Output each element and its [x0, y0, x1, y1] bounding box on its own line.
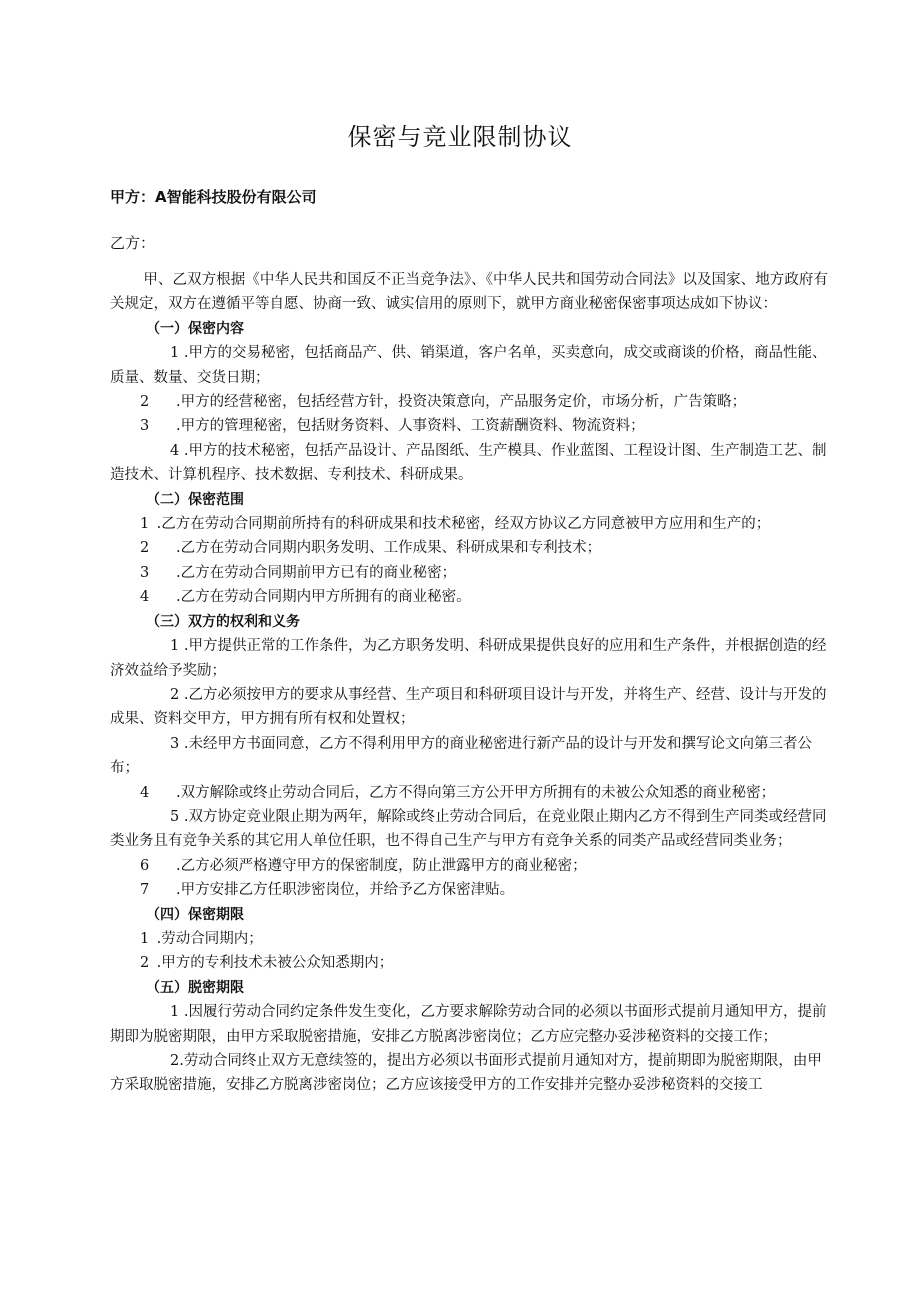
list-item: 1 .乙方在劳动合同期前所持有的科研成果和技术秘密，经双方协议乙方同意被甲方应用和生产的；	[140, 516, 771, 533]
list-item: 6 .乙方必须严格遵守甲方的保密制度，防止泄露甲方的商业秘密；	[140, 857, 587, 874]
section-heading: （三）双方的权利和义务	[146, 613, 300, 630]
list-item: 7 .甲方安排乙方任职涉密岗位，并给予乙方保密津贴。	[140, 882, 515, 899]
party-b: 乙方：	[110, 234, 156, 252]
agreement-body	[110, 268, 828, 1098]
intro-paragraph: 甲、乙双方根据《中华人民共和国反不正当竞争法》、《中华人民共和国劳动合同法》以及国家、地方政府有关规定，双方在遵循平等自愿、协商一致、诚实信用的原则下，就甲方商业秘密保密事项达成如下协议：	[110, 272, 828, 313]
list-item: 2 .甲方的专利技术未被公众知悉期内；	[140, 955, 394, 972]
list-item: 1 .因履行劳动合同约定条件发生变化，乙方要求解除劳动合同的必须以书面形式提前月通知甲方，提前期即为脱密期限，由甲方采取脱密措施，安排乙方脱离涉密岗位；乙方应完整办妥涉秘资料的交接工作；	[110, 1004, 827, 1045]
party-a: 甲方：A智能科技股份有限公司	[110, 188, 317, 206]
list-item: 2.劳动合同终止双方无意续签的，提出方必须以书面形式提前月通知对方，提前期即为脱密期限，由甲方采取脱密措施，安排乙方脱离涉密岗位；乙方应该接受甲方的工作安排并完整办妥涉秘资料的交接工	[110, 1053, 822, 1094]
list-item: 1 .劳动合同期内；	[140, 930, 263, 947]
list-item: 5 .双方协定竞业限止期为两年，解除或终止劳动合同后，在竞业限止期内乙方不得到生产同类或经营同类业务且有竞争关系的其它用人单位任职，也不得自己生产与甲方有竞争关系的同类产品或经营同类业务；	[110, 808, 827, 850]
list-item: 4 .乙方在劳动合同期内甲方所拥有的商业秘密。	[140, 589, 471, 606]
list-item: 4 .双方解除或终止劳动合同后，乙方不得向第三方公开甲方所拥有的未被公众知悉的商业秘密；	[140, 784, 776, 801]
list-item: 3 .未经甲方书面同意，乙方不得利用甲方的商业秘密进行新产品的设计与开发和撰写论文向第三者公布；	[110, 735, 812, 777]
document-title: 保密与竞业限制协议	[347, 123, 573, 151]
list-item: 1 .甲方的交易秘密，包括商品产、供、销渠道，客户名单，买卖意向，成交或商谈的价格，商品性能、质量、数量、交货日期；	[110, 345, 827, 386]
list-item: 2 .乙方在劳动合同期内职务发明、工作成果、科研成果和专利技术；	[140, 540, 602, 557]
section-heading: （五）脱密期限	[146, 979, 244, 996]
list-item: 2 .乙方必须按甲方的要求从事经营、生产项目和科研项目设计与开发，并将生产、经营、设计与开发的成果、资料交甲方，甲方拥有所有权和处置权；	[110, 686, 827, 728]
section-heading: （一）保密内容	[146, 320, 244, 337]
section-heading: （二）保密范围	[146, 491, 244, 508]
list-item: 3 .甲方的管理秘密，包括财务资料、人事资料、工资薪酬资料、物流资料；	[140, 418, 645, 435]
list-item: 1 .甲方提供正常的工作条件，为乙方职务发明、科研成果提供良好的应用和生产条件，并根据创造的经济效益给予奖励；	[110, 638, 827, 679]
list-item: 3 .乙方在劳动合同期前甲方已有的商业秘密；	[140, 564, 457, 581]
list-item: 4 .甲方的技术秘密，包括产品设计、产品图纸、生产模具、作业蓝图、工程设计图、生产制造工艺、制造技术、计算机程序、技术数据、专利技术、科研成果。	[110, 442, 827, 484]
list-item: 2 .甲方的经营秘密，包括经营方针，投资决策意向，产品服务定价，市场分析，广告策略；	[140, 394, 747, 411]
section-heading: （四）保密期限	[146, 906, 244, 923]
